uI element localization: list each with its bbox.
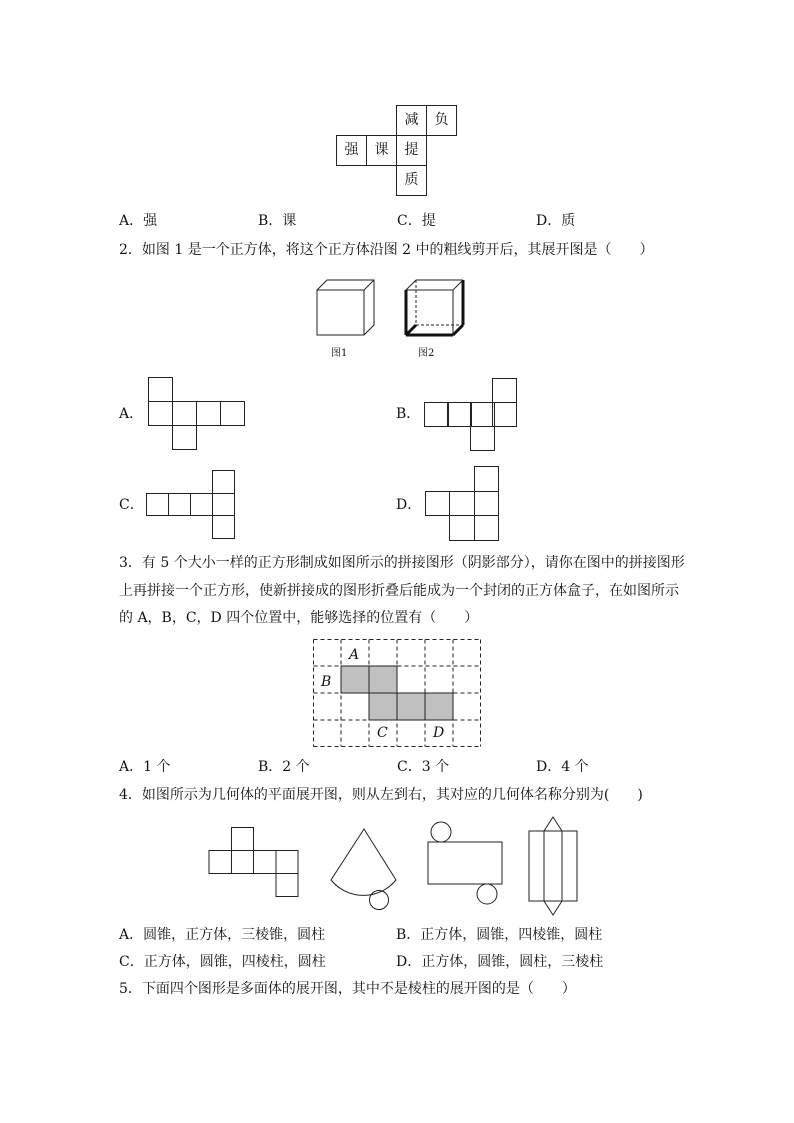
q3-option-a: A．1 个 xyxy=(119,759,171,775)
grid-label-d: D xyxy=(433,725,445,741)
fig2-label: 图2 xyxy=(418,348,435,359)
q4-option-b: B．正方体，圆锥，四棱锥，圆柱 xyxy=(396,927,603,943)
q2-option-c-net xyxy=(146,470,241,545)
cube-fig1 xyxy=(317,280,374,335)
net-cell: 减 xyxy=(396,105,427,136)
q4-cube-net xyxy=(208,827,303,899)
grid-label-c: C xyxy=(377,725,388,741)
q3-stem-line-3: 的 A，B，C，D 四个位置中，能够选择的位置有（ ） xyxy=(119,610,479,626)
q3-grid-figure xyxy=(313,639,481,747)
cube-fig2 xyxy=(406,280,463,335)
q1-option-d: D．质 xyxy=(536,213,576,229)
net-cell: 质 xyxy=(396,165,427,196)
q2-stem: 2．如图 1 是一个正方体，将这个正方体沿图 2 中的粗线剪开后，其展开图是（ ） xyxy=(119,242,654,258)
q2-option-b-label: B． xyxy=(396,406,421,422)
q4-cone-net xyxy=(328,828,400,916)
q3-option-b: B．2 个 xyxy=(258,759,310,775)
q4-option-d: D．正方体，圆锥，圆柱，三棱柱 xyxy=(396,954,604,970)
q2-option-c-label: C． xyxy=(119,497,144,513)
q1-option-a: A．强 xyxy=(119,213,158,229)
q3-option-d: D．4 个 xyxy=(536,759,589,775)
q5-stem: 5．下面四个图形是多面体的展开图，其中不是棱柱的展开图的是（ ） xyxy=(119,981,576,997)
q2-option-a-label: A． xyxy=(119,406,144,422)
q1-option-c: C．提 xyxy=(397,213,436,229)
net-cell: 课 xyxy=(366,135,397,166)
q2-option-d-net xyxy=(425,466,505,546)
q4-option-a: A．圆锥，正方体，三棱锥，圆柱 xyxy=(119,927,326,943)
q3-option-c: C．3 个 xyxy=(397,759,450,775)
q4-cylinder-net xyxy=(425,821,507,907)
q2-option-a-net xyxy=(148,377,248,452)
q2-option-d-label: D． xyxy=(396,497,422,513)
q2-option-b-net xyxy=(424,378,524,453)
fig1-label: 图1 xyxy=(331,348,348,359)
q3-stem-line-2: 上再拼接一个正方形，使新拼接成的图形折叠后能成为一个封闭的正方体盒子，在如图所示 xyxy=(119,583,679,599)
net-cell: 提 xyxy=(396,135,427,166)
q4-option-c: C．正方体，圆锥，四棱柱，圆柱 xyxy=(119,954,326,970)
q1-option-b: B．课 xyxy=(258,213,297,229)
q4-prism-net xyxy=(527,816,579,916)
grid-label-a: A xyxy=(349,647,360,663)
net-cell: 强 xyxy=(336,135,367,166)
q3-stem-line-1: 3．有 5 个大小一样的正方形制成如图所示的拼接图形（阴影部分），请你在图中的拼接图形 xyxy=(119,555,685,571)
net-cell: 负 xyxy=(426,105,457,136)
q4-stem: 4．如图所示为几何体的平面展开图，则从左到右，其对应的几何体名称分别为( ) xyxy=(119,787,643,803)
grid-label-b: B xyxy=(321,674,332,690)
